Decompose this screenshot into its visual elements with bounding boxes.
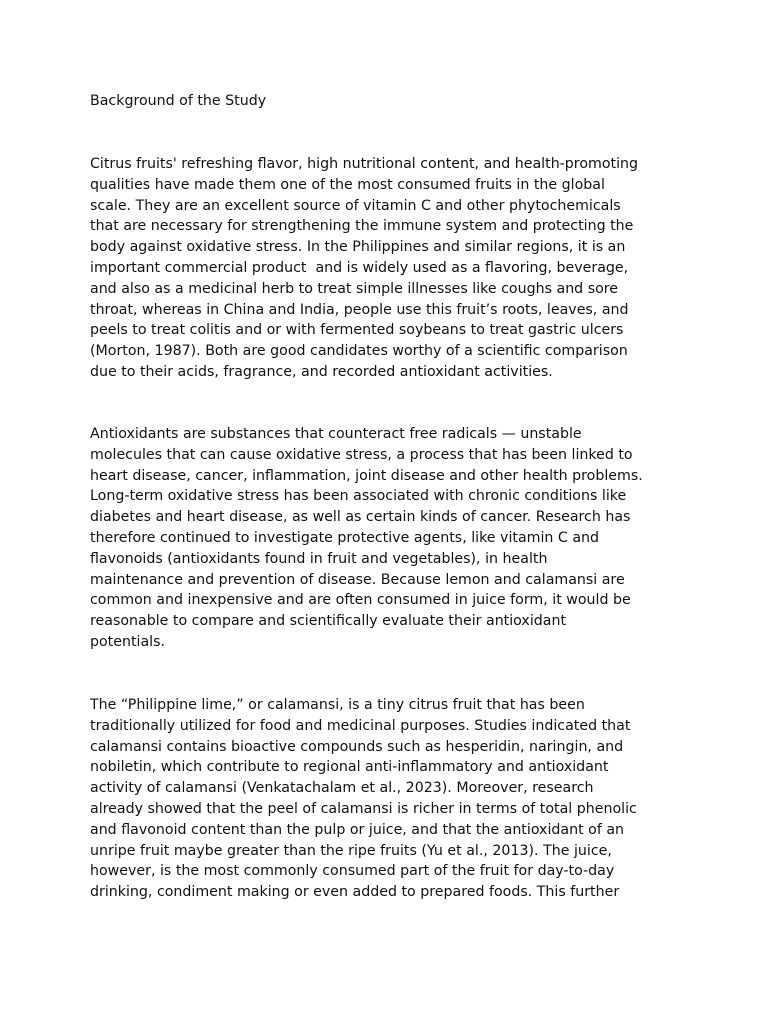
paragraph-line: therefore continued to investigate protective agents, like vitamin C and — [90, 529, 600, 546]
paragraph-line: molecules that can cause oxidative stress, a process that has been linked to — [90, 446, 633, 463]
paragraph-line: potentials. — [90, 633, 166, 650]
paragraph-line: drinking, condiment making or even added to prepared foods. This further — [90, 884, 620, 901]
paragraph-line: body against oxidative stress. In the Philippines and similar regions, it is an — [90, 239, 626, 256]
paragraph-line: Citrus fruits' refreshing flavor, high nutritional content, and health-promoting — [90, 156, 639, 172]
paragraph-calamansi — [90, 695, 682, 903]
paragraph-line: common and inexpensive and are often consumed in juice form, it would be — [90, 592, 631, 609]
paragraph-line: maintenance and prevention of disease. Because lemon and calamansi are — [90, 571, 625, 588]
paragraph-line: peels to treat colitis and or with fermented soybeans to treat gastric ulcers — [90, 322, 624, 339]
paragraph-line: nobiletin, which contribute to regional anti-inflammatory and antioxidant — [90, 759, 609, 776]
paragraph-line: unripe fruit maybe greater than the ripe fruits (Yu et al., 2013). The juice, — [90, 842, 612, 859]
paragraph-line: The “Philippine lime,” or calamansi, is a tiny citrus fruit that has been — [90, 697, 585, 713]
paragraph-line: and also as a medicinal herb to treat simple illnesses like coughs and sore — [90, 280, 619, 297]
paragraph-line: Antioxidants are substances that counteract free radicals — unstable — [90, 426, 582, 442]
paragraph-line: that are necessary for strengthening the immune system and protecting the — [90, 218, 634, 235]
section-heading: Background of the Study — [90, 93, 267, 109]
paragraph-line: flavonoids (antioxidants found in fruit and vegetables), in health — [90, 550, 548, 567]
paragraph-line: already showed that the peel of calamansi is richer in terms of total phenolic — [90, 800, 637, 817]
paragraph-line: traditionally utilized for food and medicinal purposes. Studies indicated that — [90, 717, 631, 734]
paragraph-line: qualities have made them one of the most consumed fruits in the global — [90, 176, 605, 193]
paragraph-line: activity of calamansi (Venkatachalam et al., 2023). Moreover, research — [90, 780, 594, 797]
paragraph-citrus-overview — [90, 154, 682, 383]
paragraph-line: heart disease, cancer, inflammation, joint disease and other health problems. — [90, 467, 643, 484]
paragraph-line: Long-term oxidative stress has been associated with chronic conditions like — [90, 488, 627, 505]
paragraph-line: due to their acids, fragrance, and recorded antioxidant activities. — [90, 363, 553, 380]
paragraph-antioxidants — [90, 424, 682, 653]
paragraph-line: (Morton, 1987). Both are good candidates worthy of a scientific comparison — [90, 343, 628, 360]
paragraph-line: however, is the most commonly consumed part of the fruit for day-to-day — [90, 863, 615, 880]
paragraph-line: diabetes and heart disease, as well as certain kinds of cancer. Research has — [90, 509, 631, 526]
paragraph-line: calamansi contains bioactive compounds such as hesperidin, naringin, and — [90, 738, 624, 755]
paragraph-line: and flavonoid content than the pulp or juice, and that the antioxidant of an — [90, 821, 625, 838]
paragraph-line: important commercial product and is widely used as a flavoring, beverage, — [90, 259, 629, 276]
paragraph-line: scale. They are an excellent source of vitamin C and other phytochemicals — [90, 197, 621, 214]
paragraph-line: throat, whereas in China and India, people use this fruit’s roots, leaves, and — [90, 301, 629, 318]
paragraph-line: reasonable to compare and scientifically evaluate their antioxidant — [90, 613, 567, 630]
